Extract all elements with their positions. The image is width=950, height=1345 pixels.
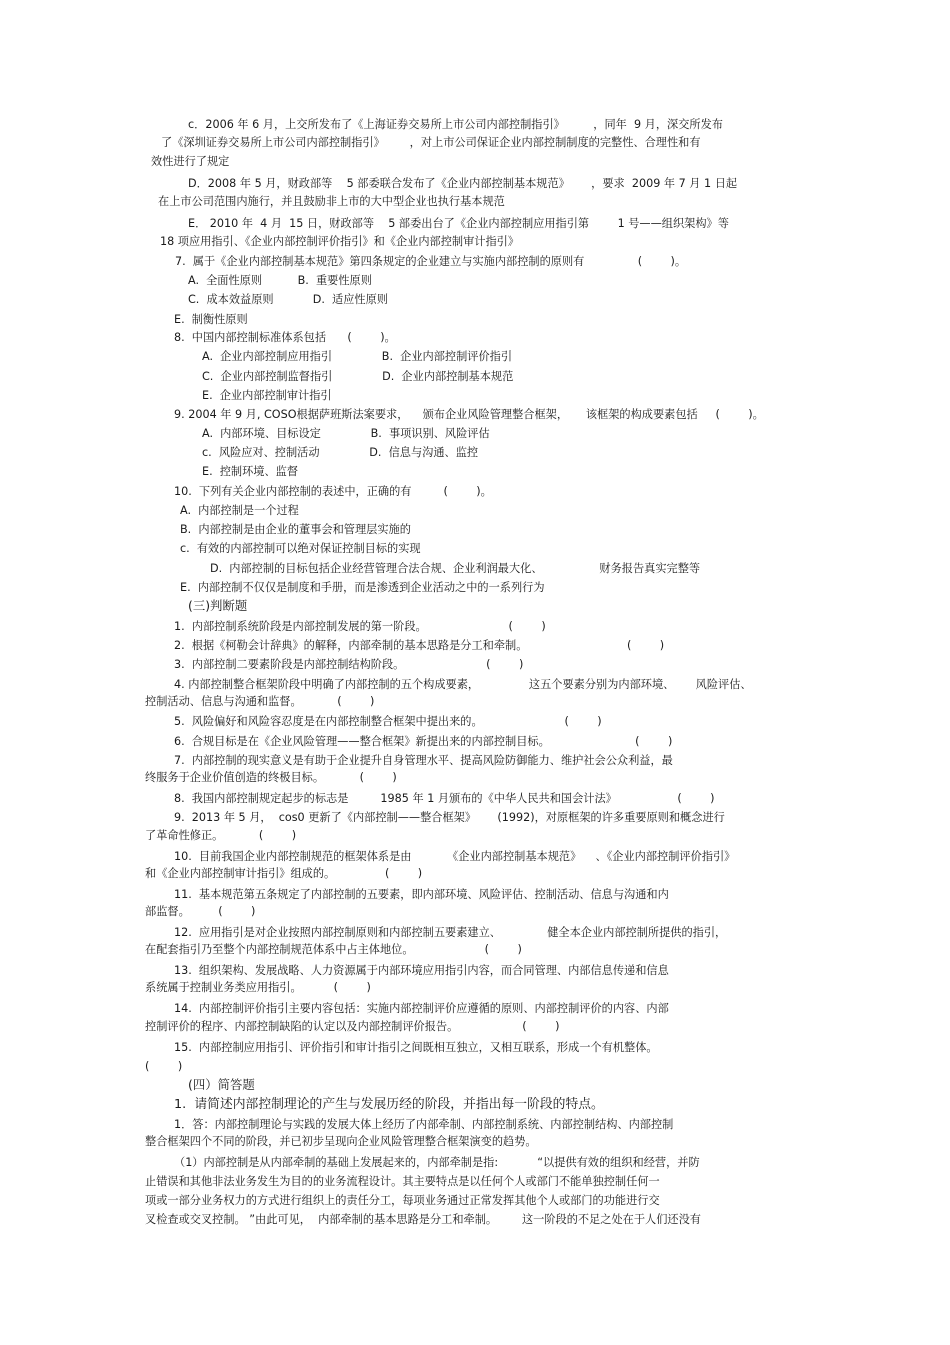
judgment-item-cont: 控制评价的程序、内部控制缺陷的认定以及内部控制评价报告。 ( ) [145, 1020, 560, 1033]
option-line: A. 内部环境、目标设定 B. 事项识别、风险评估 [202, 427, 490, 440]
text-line: 效性进行了规定 [151, 155, 230, 168]
judgment-item: 8. 我国内部控制规定起步的标志是 1985 年 1 月颁布的《中华人民共和国会计法》 ( ) [174, 792, 715, 805]
option-line: C. 成本效益原则 D. 适应性原则 [188, 293, 388, 306]
judgment-item: 2. 根据《柯勒会计辞典》的解释，内部牵制的基本思路是分工和牵制。 ( ) [174, 639, 665, 652]
judgment-item-cont: ( ) [145, 1060, 183, 1073]
judgment-item: 6. 合规目标是在《企业风险管理——整合框架》新提出来的内部控制目标。 ( ) [174, 735, 673, 748]
judgment-item-cont: 部监督。 ( ) [145, 905, 256, 918]
question-9: 9. 2004 年 9 月, COSO根据萨班斯法案要求， 颁布企业风险管理整合框架， 该框架的构成要素包括 ( )。 [174, 408, 764, 421]
option-line: E. 内部控制不仅仅是制度和手册，而是渗透到企业活动之中的一系列行为 [180, 581, 545, 594]
judgment-item: 3. 内部控制二要素阶段是内部控制结构阶段。 ( ) [174, 658, 524, 671]
judgment-item-cont: 系统属于控制业务类应用指引。 ( ) [145, 981, 371, 994]
option-line: E. 制衡性原则 [174, 313, 248, 326]
judgment-item-cont: 控制活动、信息与沟通和监督。 ( ) [145, 695, 375, 708]
answer-line: 项或一部分业务权力的方式进行组织上的责任分工，每项业务通过正常发挥其他个人或部门的功能进行交 [145, 1194, 660, 1207]
option-line: A. 全面性原则 B. 重要性原则 [188, 274, 372, 287]
judgment-item: 14. 内部控制评价指引主要内容包括：实施内部控制评价应遵循的原则、内部控制评价的内容、内部 [174, 1002, 669, 1015]
short-answer-question: 1. 请简述内部控制理论的产生与发展历经的阶段，并指出每一阶段的特点。 [174, 1097, 604, 1112]
section-heading-judgment: (三)判断题 [188, 598, 248, 613]
question-7: 7. 属于《企业内部控制基本规范》第四条规定的企业建立与实施内部控制的原则有 ( )。 [175, 255, 687, 268]
judgment-item: 11. 基本规范第五条规定了内部控制的五要素，即内部环境、风险评估、控制活动、信息与沟通和内 [174, 888, 669, 901]
judgment-item: 13. 组织架构、发展战略、人力资源属于内部环境应用指引内容，而合同管理、内部信息传递和信息 [174, 964, 669, 977]
answer-line: 叉检查或交叉控制。 ”由此可见， 内部牵制的基本思路是分工和牵制。 这一阶段的不足之处在于人们还没有 [145, 1213, 701, 1226]
judgment-item-cont: 和《企业内部控制审计指引》组成的。 ( ) [145, 867, 423, 880]
option-line: A. 内部控制是一个过程 [180, 504, 299, 517]
option-line: c. 风险应对、控制活动 D. 信息与沟通、监控 [202, 446, 479, 459]
section-heading-short-answer: (四）简答题 [188, 1077, 255, 1092]
judgment-item: 5. 风险偏好和风险容忍度是在内部控制整合框架中提出来的。 ( ) [174, 715, 602, 728]
option-line: A. 企业内部控制应用指引 B. 企业内部控制评价指引 [202, 350, 513, 363]
option-line: c. 有效的内部控制可以绝对保证控制目标的实现 [180, 542, 421, 555]
answer-line: （1）内部控制是从内部牵制的基础上发展起来的，内部牵制是指: “以提供有效的组织和经营，并防 [174, 1156, 700, 1169]
answer-line: 止错误和其他非法业务发生为目的的业务流程设计。其主要特点是以任何个人或部门不能单独控制任何一 [145, 1175, 660, 1188]
question-10: 10. 下列有关企业内部控制的表述中，正确的有 ( )。 [174, 485, 492, 498]
text-line: E． 2010 年 4 月 15 日，财政部等 5 部委出台了《企业内部控制应用指引第 1 号——组织架构》等 [188, 217, 729, 230]
option-line: C. 企业内部控制监督指引 D. 企业内部控制基本规范 [202, 370, 514, 383]
answer-line: 1．答：内部控制理论与实践的发展大体上经历了内部牵制、内部控制系统、内部控制结构、内部控制 [174, 1118, 674, 1131]
text-line: 在上市公司范围内施行，并且鼓励非上市的大中型企业也执行基本规范 [158, 195, 505, 208]
option-line: B. 内部控制是由企业的董事会和管理层实施的 [180, 523, 411, 536]
judgment-item: 9. 2013 年 5 月， cos0 更新了《内部控制——整合框架》 (1992)，对原框架的许多重要原则和概念进行 [174, 811, 725, 824]
judgment-item-cont: 终服务于企业价值创造的终极目标。 ( ) [145, 771, 397, 784]
text-line: D．2008 年 5 月，财政部等 5 部委联合发布了《企业内部控制基本规范》 ，要求 2009 年 7 月 1 日起 [188, 177, 738, 190]
judgment-item-cont: 了革命性修正。 ( ) [145, 829, 297, 842]
judgment-item: 1. 内部控制系统阶段是内部控制发展的第一阶段。 ( ) [174, 620, 546, 633]
text-line: 18 项应用指引、《企业内部控制评价指引》和《企业内部控制审计指引》 [160, 235, 520, 248]
text-line: 了《深圳证券交易所上市公司内部控制指引》 ，对上市公司保证企业内部控制制度的完整性、合理性和有 [161, 136, 701, 149]
question-8: 8. 中国内部控制标准体系包括 ( )。 [174, 331, 396, 344]
judgment-item: 10. 目前我国企业内部控制规范的框架体系是由 《企业内部控制基本规范》 、《企业内部控制评价指引》 [174, 850, 736, 863]
judgment-item: 7. 内部控制的现实意义是有助于企业提升自身管理水平、提高风险防御能力、维护社会公众利益，最 [174, 754, 673, 767]
answer-line: 整合框架四个不同的阶段，并已初步呈现向企业风险管理整合框架演变的趋势。 [145, 1135, 537, 1148]
judgment-item: 4. 内部控制整合框架阶段中明确了内部控制的五个构成要素， 这五个要素分别为内部环境、 风险评估、 [174, 678, 752, 691]
judgment-item-cont: 在配套指引乃至整个内部控制规范体系中占主体地位。 ( ) [145, 943, 522, 956]
judgment-item: 12. 应用指引是对企业按照内部控制原则和内部控制五要素建立、 健全本企业内部控制所提供的指引， [174, 926, 727, 939]
option-line: E. 企业内部控制审计指引 [202, 389, 332, 402]
option-line: D. 内部控制的目标包括企业经营管理合法合规、企业利润最大化、 财务报告真实完整等 [210, 562, 701, 575]
option-line: E. 控制环境、监督 [202, 465, 299, 478]
judgment-item: 15. 内部控制应用指引、评价指引和审计指引之间既相互独立，又相互联系，形成一个有机整体。 [174, 1041, 658, 1054]
text-line: c．2006 年 6 月，上交所发布了《上海证券交易所上市公司内部控制指引》 ，同年 9 月，深交所发布 [188, 118, 723, 131]
